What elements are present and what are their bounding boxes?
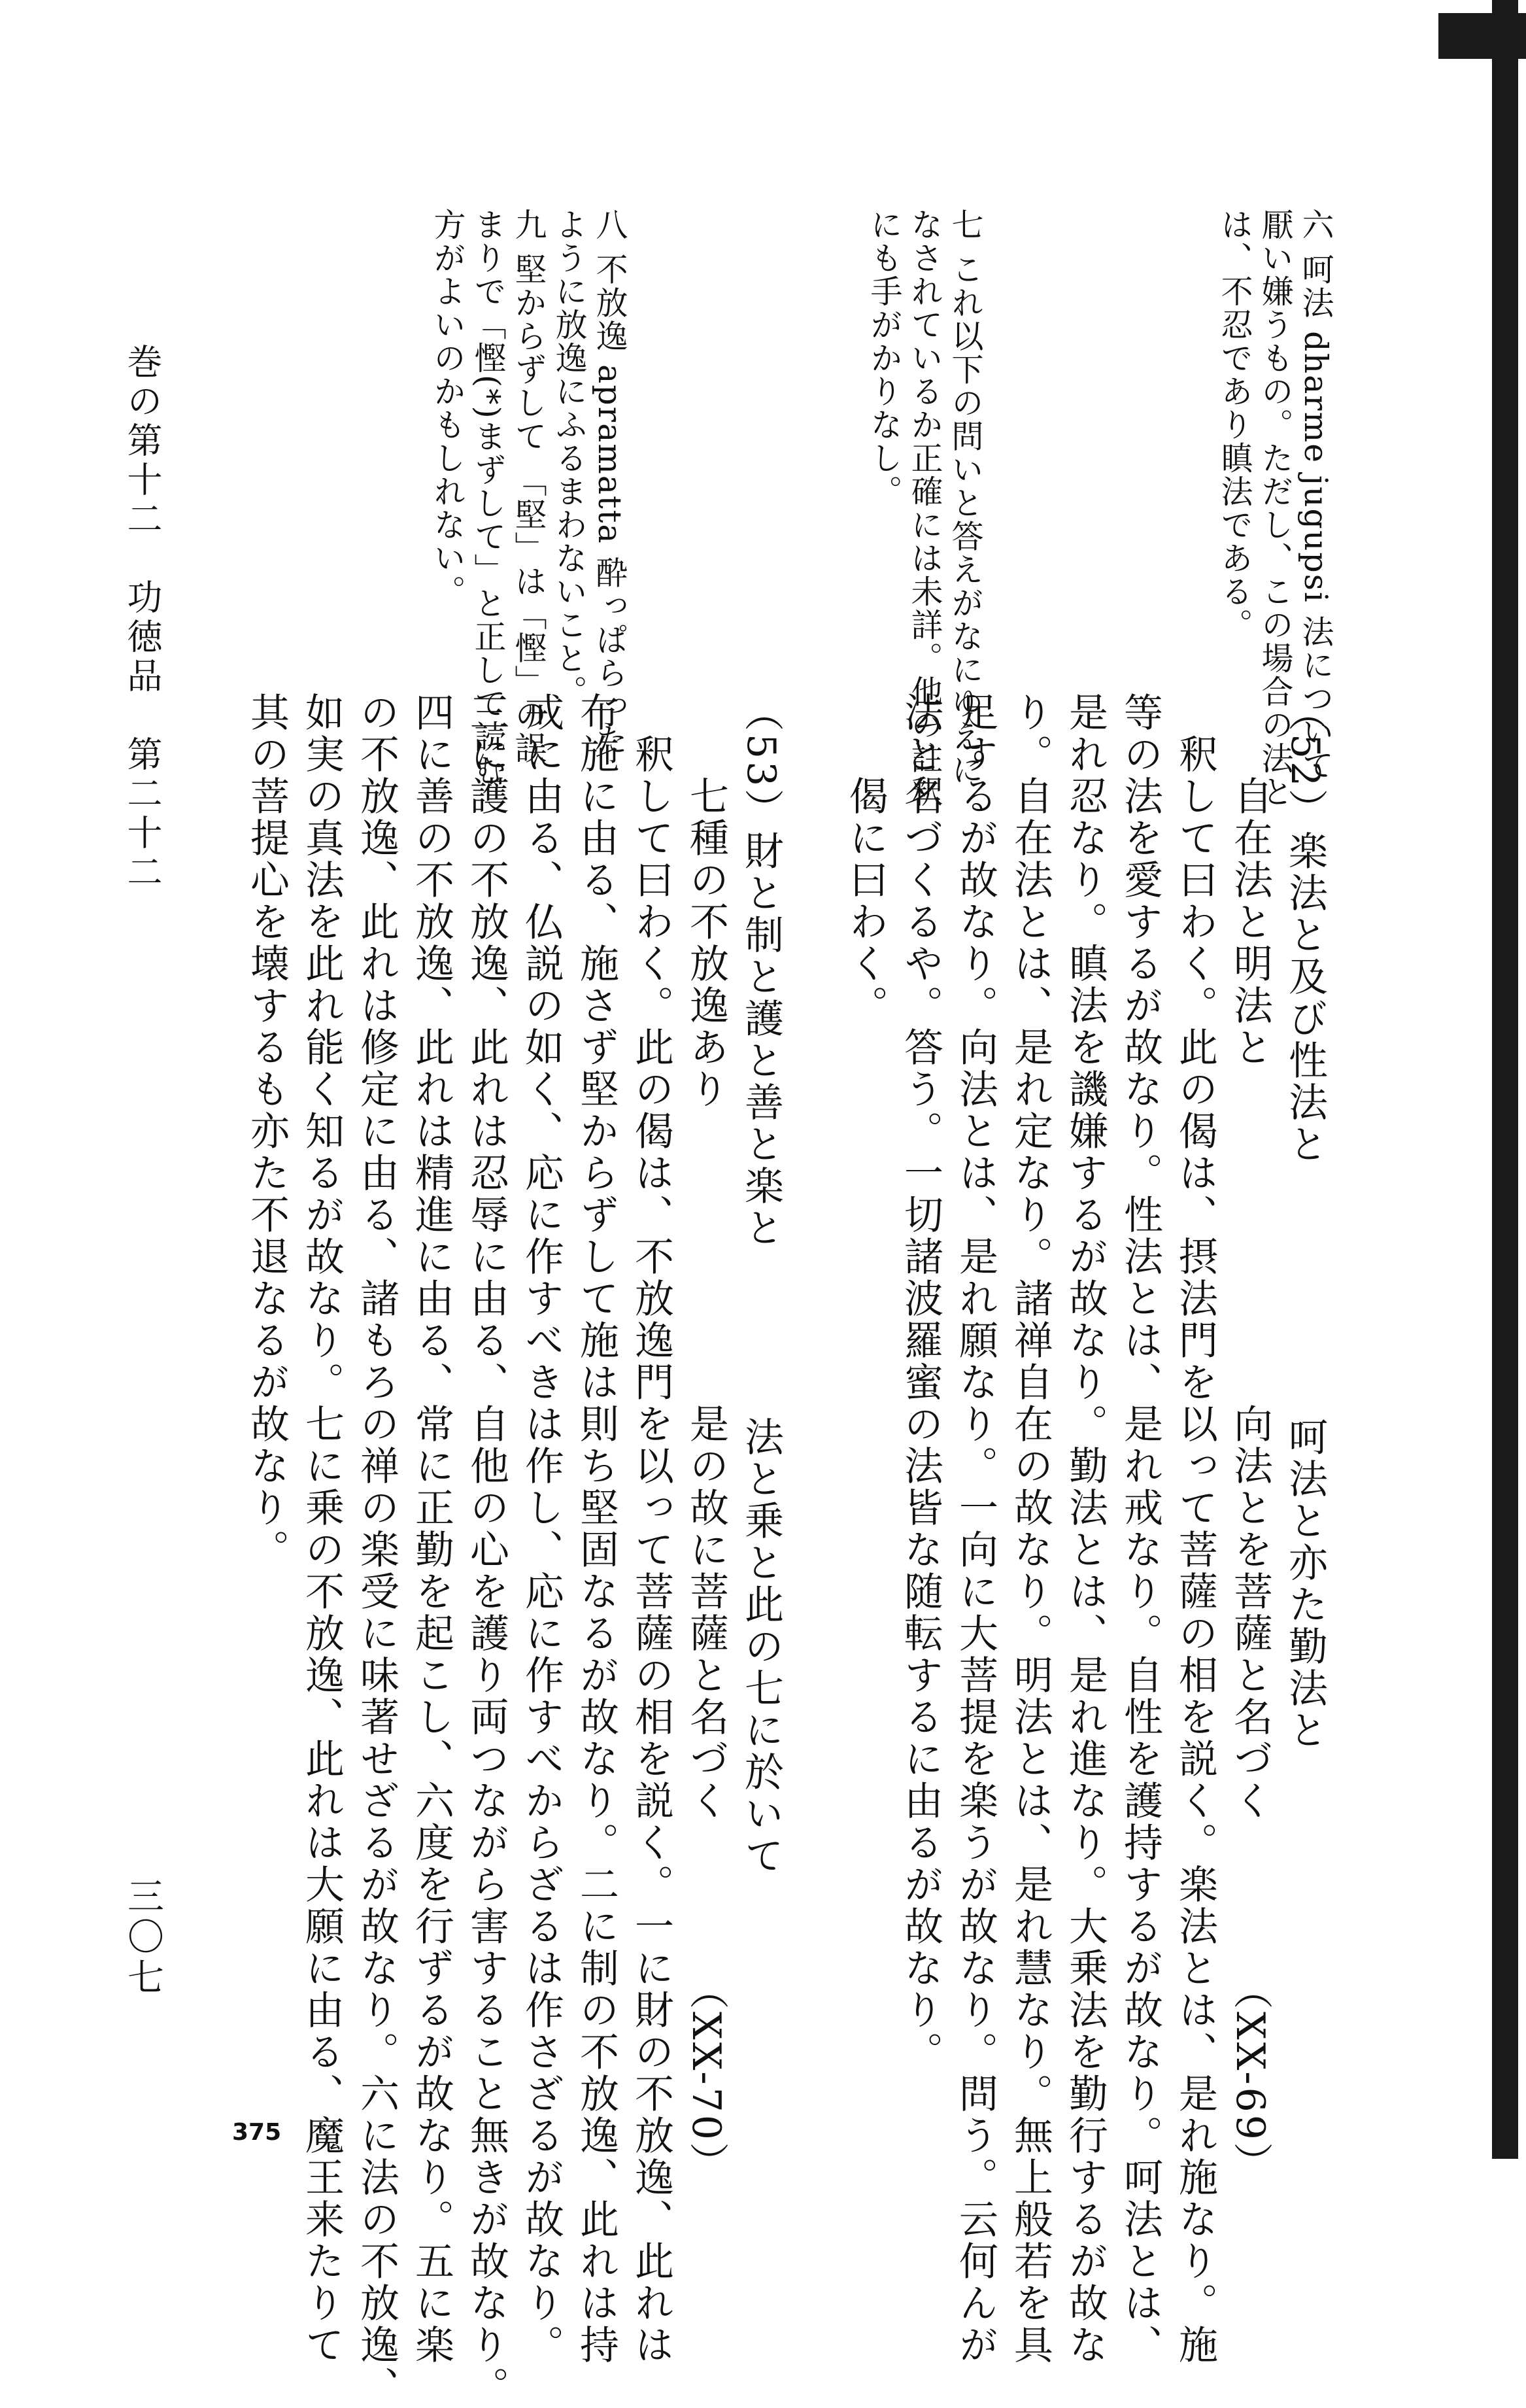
main-text-line: 釈して曰わく。此の偈は、摂法門を以って菩薩の相を説く。楽法とは、是れ施なり。施 (1172, 692, 1218, 2366)
main-text-line: （52）楽法と及び性法と 呵法と亦た勤法と (1282, 692, 1328, 1752)
main-text-line: 四に善の不放逸、此れは精進に由る、常に正勤を起こし、六度を行ずるが故なり。五に楽 (409, 692, 454, 2366)
main-text-line: 自在法と明法と 向法とを菩薩と名づく （XX-69） (1227, 692, 1273, 2184)
folio-kanji: 三〇七 (122, 1877, 164, 1999)
main-text-line: り。自在法とは、是れ定なり。諸禅自在の故なり。明法とは、是れ慧なり。無上般若を具 (1008, 692, 1053, 2366)
main-text-line: 七種の不放逸あり 是の故に菩薩と名づく （XX-70） (683, 692, 729, 2184)
note-line: 七 これ以下の問いと答えがなにゆえに (947, 208, 984, 787)
main-text-line: 如実の真法を此れ能く知るが故なり。七に乗の不放逸、此れは大願に由る、魔王来たりて (299, 692, 345, 2366)
note-line: ように放逸にふるまわないこと。 (551, 208, 588, 708)
note-line: は、不忍であり瞋法である。 (1216, 208, 1253, 642)
note-line: にも手がかりなし。 (866, 208, 903, 508)
main-text-line: 是れ忍なり。瞋法を譏嫌するが故なり。勤法とは、是れ進なり。大乗法を勤行するが故な (1062, 692, 1108, 2366)
main-text-line: 布施に由る、施さず堅からずして施は則ち堅固なるが故なり。二に制の不放逸、此れは持 (573, 692, 619, 2366)
main-text-line: 其の菩提心を壊するも亦た不退なるが故なり。 (244, 692, 290, 1571)
note-line: まりで「慳(*)まずして」と正して読む (469, 208, 507, 787)
main-text-line: 法と名づくるや。答う。一切諸波羅蜜の法皆な随転するに由るが故なり。 (898, 692, 943, 2073)
main-text-line: 戒に由る、仏説の如く、応に作すべきは作し、応に作すべからざるは作さざるが故なり。 (518, 692, 564, 2366)
note-line: 九 堅からずして 「堅」は「慳」の誤 (510, 208, 547, 765)
main-text-line: 足するが故なり。向法とは、是れ願なり。一向に大菩提を楽うが故なり。問う。云何んが (953, 692, 998, 2366)
main-text-line: の不放逸、此れは修定に由る、諸もろの禅の楽受に味著せざるが故なり。六に法の不放逸、 (354, 692, 399, 2408)
running-head: 巻の第十二 功徳品 第二十二 (122, 343, 163, 893)
note-line: 八 不放逸 apramatta 酔っぱらった (591, 208, 628, 757)
main-text-line: （53）財と制と護と善と楽と 法と乗と此の七に於いて (738, 692, 784, 1878)
note-line: 厭い嫌うもの。ただし、この場合の法と (1257, 208, 1294, 808)
note-line: 六 呵法 dharme jugupsi 法について (1297, 208, 1334, 782)
main-text-line: 釈して曰わく。此の偈は、不放逸門を以って菩薩の相を説く。一に財の不放逸、此れは (628, 692, 674, 2366)
note-line: なされているか正確には未詳。他の註釈 (906, 208, 943, 808)
page-number: 375 (232, 2119, 282, 2146)
main-text-line: 偈に曰わく。 (843, 692, 889, 1027)
main-text-line: 三に護の不放逸、此れは忍辱に由る、自他の心を護り両つながら害すること無きが故なり。 (464, 692, 509, 2408)
binding-edge (1492, 0, 1518, 2159)
binding-edge-top (1438, 13, 1526, 59)
note-line: 方がよいのかもしれない。 (429, 208, 466, 608)
main-text-line: 等の法を愛するが故なり。性法とは、是れ戒なり。自性を護持するが故なり。呵法とは、 (1117, 692, 1163, 2366)
